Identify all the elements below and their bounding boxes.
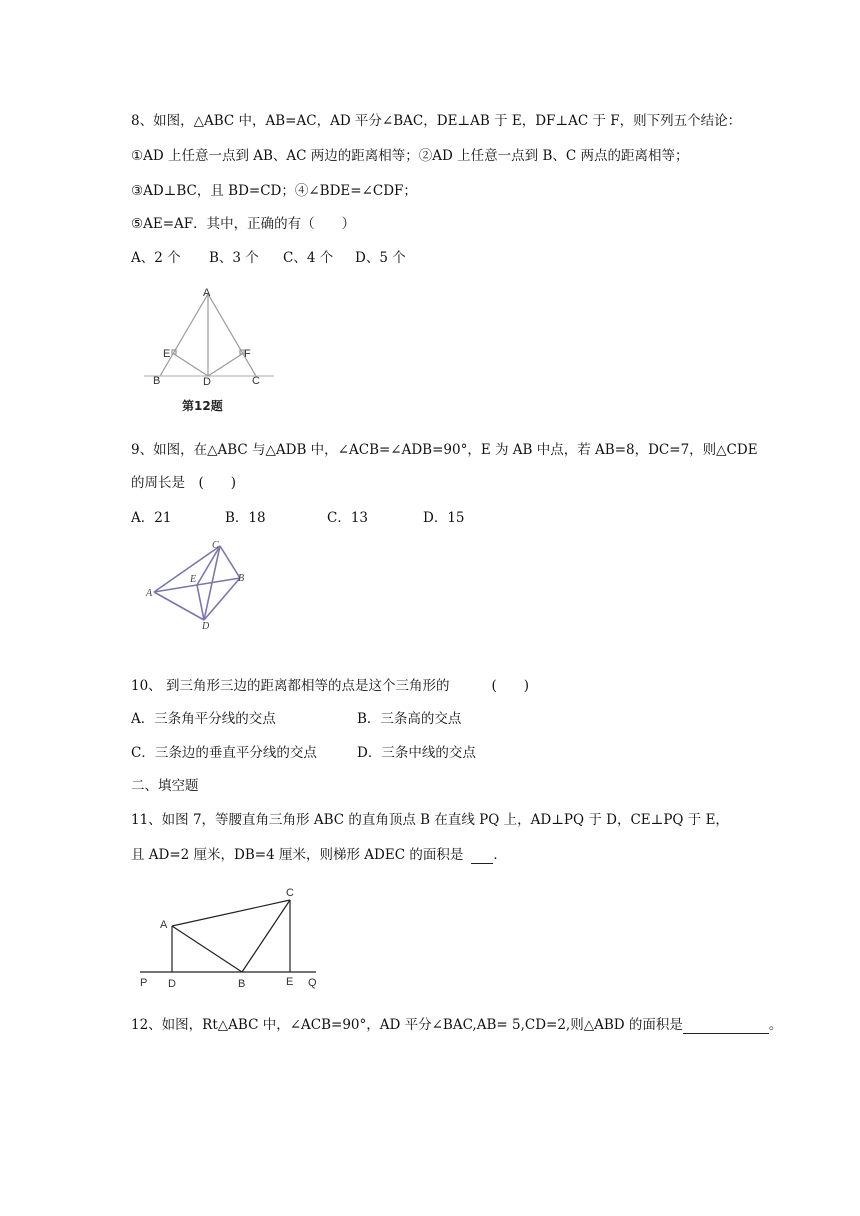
q11-figure bbox=[136, 884, 336, 994]
q9-options bbox=[131, 509, 465, 527]
q8-line-4: ⑤AE=AF．其中，正确的有（ ） bbox=[131, 216, 356, 232]
q9-line-2: 的周长是 ( ) bbox=[131, 475, 237, 491]
q9-option-c: C．13 bbox=[327, 510, 369, 526]
q8-label-a: A bbox=[203, 287, 211, 299]
q11-stem-2: 且 AD=2 厘米，DB=4 厘米，则梯形 ADEC 的面积是 bbox=[131, 847, 464, 863]
q8-options bbox=[131, 249, 406, 267]
q9-option-b: B．18 bbox=[225, 510, 266, 526]
q10-option-d: D．三条中线的交点 bbox=[357, 745, 476, 761]
q12-answer-blank[interactable] bbox=[683, 1019, 769, 1034]
q9-label-b: B bbox=[238, 573, 245, 584]
q8-label-e: E bbox=[163, 348, 171, 360]
q8-label-f: F bbox=[244, 348, 251, 360]
q10-line-1 bbox=[131, 677, 529, 695]
q8-line-3: ③AD⊥BC，且 BD=CD；④∠BDE=∠CDF； bbox=[131, 183, 417, 199]
q10-options-row-1 bbox=[131, 710, 461, 728]
q8-label-b: B bbox=[153, 375, 161, 387]
q12-stem: 12、如图，Rt△ABC 中，∠ACB=90°，AD 平分∠BAC,AB= 5,CD=2,则△ABD 的面积是 bbox=[131, 1017, 683, 1033]
q8-line-2: ①AD 上任意一点到 AB、AC 两边的距离相等；②AD 上任意一点到 B、C 两点的距离相等； bbox=[131, 148, 689, 164]
q11-line-1: 11、如图 7，等腰直角三角形 ABC 的直角顶点 B 在直线 PQ 上，AD⊥PQ 于 D，CE⊥PQ 于 E， bbox=[131, 812, 729, 828]
q11-label-d: D bbox=[168, 978, 176, 990]
q10-option-a: A．三条角平分线的交点 bbox=[131, 711, 276, 727]
section-2-title: 二、填空题 bbox=[131, 778, 199, 794]
q11-answer-blank[interactable] bbox=[471, 849, 493, 864]
q9-line-1: 9、如图，在△ABC 与△ADB 中，∠ACB=∠ADB=90°，E 为 AB 中点，若 AB=8，DC=7，则△CDE bbox=[131, 442, 758, 458]
q8-label-c: C bbox=[252, 375, 260, 387]
q9-option-d: D．15 bbox=[423, 510, 465, 526]
q9-label-c: C bbox=[212, 540, 219, 551]
q11-label-q: Q bbox=[308, 977, 317, 989]
q8-option-b: B、3 个 bbox=[209, 250, 259, 266]
q10-option-c: C．三条边的垂直平分线的交点 bbox=[131, 745, 317, 761]
q10-paren: ( ) bbox=[491, 678, 530, 694]
q11-label-c: C bbox=[286, 887, 294, 899]
q8-option-d: D、5 个 bbox=[355, 250, 406, 266]
q11-label-b: B bbox=[238, 978, 246, 990]
q10-options-row-2 bbox=[131, 744, 476, 762]
q8-figure-caption: 第12题 bbox=[182, 399, 223, 413]
q10-option-b: B．三条高的交点 bbox=[357, 711, 462, 727]
q11-label-a: A bbox=[160, 919, 168, 931]
q9-label-e: E bbox=[190, 574, 197, 585]
q12-line-1 bbox=[131, 1016, 782, 1034]
q9-label-a: A bbox=[146, 588, 153, 599]
q12-end: 。 bbox=[768, 1017, 783, 1033]
q9-label-d: D bbox=[202, 621, 210, 632]
q11-period: ． bbox=[493, 847, 507, 863]
q8-figure bbox=[138, 284, 278, 414]
q11-label-e: E bbox=[286, 976, 294, 988]
q9-figure bbox=[142, 538, 262, 633]
q11-label-p: P bbox=[140, 977, 148, 989]
q11-line-2 bbox=[131, 846, 507, 864]
q8-line-1: 8、如图，△ABC 中，AB=AC，AD 平分∠BAC，DE⊥AB 于 E，DF⊥AC 于 F，则下列五个结论： bbox=[131, 113, 742, 129]
q10-stem: 10、 到三角形三边的距离都相等的点是这个三角形的 bbox=[131, 678, 450, 694]
q9-option-a: A．21 bbox=[131, 510, 172, 526]
q8-option-a: A、2 个 bbox=[131, 250, 181, 266]
q8-label-d: D bbox=[203, 376, 211, 388]
q8-option-c: C、4 个 bbox=[283, 250, 334, 266]
